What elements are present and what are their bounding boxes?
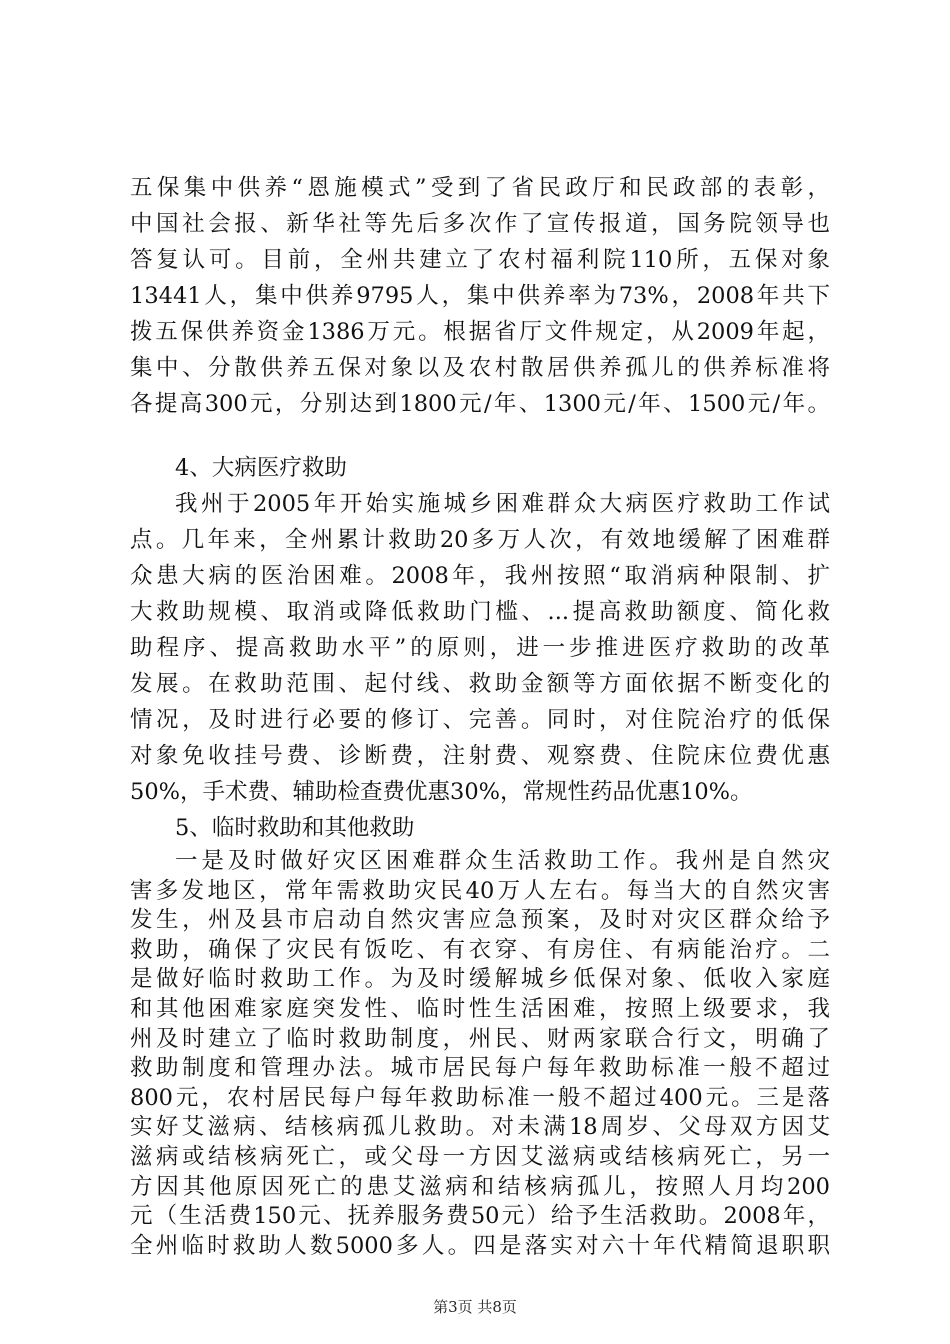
paragraph-line: 助程序、提高救助水平”的原则，进一步推进医疗救助的改革	[130, 635, 830, 661]
paragraph-line: 救助制度和管理办法。城市居民每户每年救助标准一般不超过	[130, 1055, 830, 1082]
paragraph-line: 实好艾滋病、结核病孤儿救助。对未满18周岁、父母双方因艾	[130, 1114, 830, 1141]
paragraph-line: 50%，手术费、辅助检查费优惠30%，常规性药品优惠10%。	[130, 779, 753, 805]
paragraph-line: 和其他困难家庭突发性、临时性生活困难，按照上级要求，我	[130, 996, 830, 1022]
page-footer: 第3页 共8页	[433, 1298, 517, 1316]
paragraph-line: 一是及时做好灾区困难群众生活救助工作。我州是自然灾	[175, 848, 830, 874]
paragraph-line: 我州于2005年开始实施城乡困难群众大病医疗救助工作试	[175, 491, 830, 517]
paragraph-line: 元（生活费150元、抚养服务费50元）给予生活救助。2008年，	[130, 1203, 830, 1230]
paragraph-line: 对象免收挂号费、诊断费，注射费、观察费、住院床位费优惠	[130, 743, 830, 769]
paragraph-line: 13441人，集中供养9795人，集中供养率为73%，2008年共下	[130, 283, 830, 309]
paragraph-line: 集中、分散供养五保对象以及农村散居供养孤儿的供养标准将	[130, 355, 830, 381]
paragraph-line: 众患大病的医治困难。2008年，我州按照“取消病种限制、扩	[130, 563, 830, 589]
paragraph-line: 全州临时救助人数5000多人。四是落实对六十年代精简退职职	[130, 1232, 830, 1259]
paragraph-line: 救助，确保了灾民有饭吃、有衣穿、有房住、有病能治疗。二	[130, 936, 830, 963]
paragraph-line: 害多发地区，常年需救助灾民40万人左右。每当大的自然灾害	[130, 877, 830, 904]
paragraph-line: 滋病或结核病死亡，或父母一方因艾滋病或结核病死亡，另一	[130, 1144, 830, 1170]
paragraph-line: 答复认可。目前，全州共建立了农村福利院110所，五保对象	[130, 247, 830, 273]
paragraph-line: 发展。在救助范围、起付线、救助金额等方面依据不断变化的	[130, 671, 830, 697]
paragraph-line: 是做好临时救助工作。为及时缓解城乡低保对象、低收入家庭	[130, 966, 830, 993]
paragraph-line: 各提高300元，分别达到1800元/年、1300元/年、1500元/年。	[130, 391, 830, 417]
paragraph-line: 五保集中供养“恩施模式”受到了省民政厅和民政部的表彰，	[130, 175, 830, 201]
paragraph-line: 点。几年来，全州累计救助20多万人次，有效地缓解了困难群	[130, 527, 830, 553]
paragraph-line: 800元，农村居民每户每年救助标准一般不超过400元。三是落	[130, 1084, 830, 1111]
paragraph-line: 大救助规模、取消或降低救助门槛、...提高救助额度、简化救	[130, 599, 830, 625]
paragraph-line: 州及时建立了临时救助制度，州民、财两家联合行文，明确了	[130, 1025, 830, 1052]
paragraph-line: 方因其他原因死亡的患艾滋病和结核病孤儿，按照人月均200	[130, 1173, 830, 1200]
paragraph-line: 情况，及时进行必要的修订、完善。同时，对住院治疗的低保	[130, 707, 830, 733]
paragraph-line: 中国社会报、新华社等先后多次作了宣传报道，国务院领导也	[130, 211, 830, 237]
section-heading: 5、临时救助和其他救助	[175, 815, 415, 841]
paragraph-line: 发生，州及县市启动自然灾害应急预案，及时对灾区群众给予	[130, 907, 830, 934]
paragraph-line: 拨五保供养资金1386万元。根据省厅文件规定，从2009年起，	[130, 319, 830, 345]
section-heading: 4、大病医疗救助	[175, 455, 347, 481]
